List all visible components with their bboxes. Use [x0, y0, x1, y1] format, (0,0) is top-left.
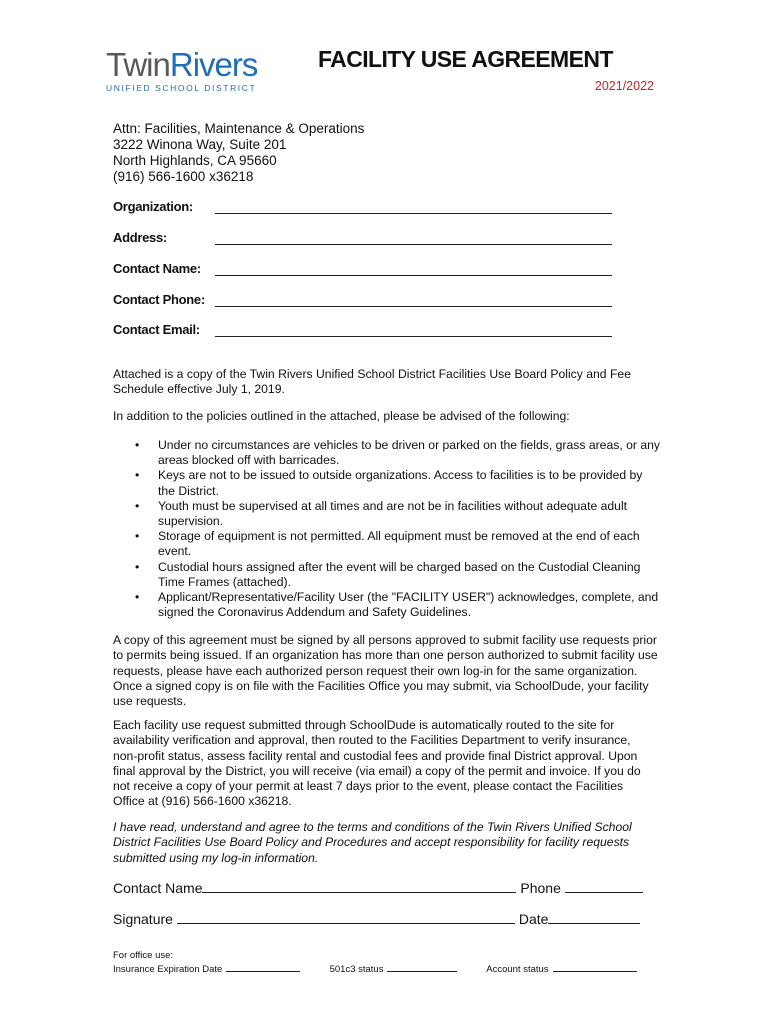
insurance-expiration-label: Insurance Expiration Date: [113, 964, 223, 975]
logo-subtitle: UNIFIED SCHOOL DISTRICT: [106, 83, 257, 93]
contact-phone-field[interactable]: [215, 306, 612, 307]
logo-wordmark: [106, 48, 276, 82]
organization-label: Organization:: [113, 199, 193, 214]
signed-copy-paragraph: A copy of this agreement must be signed by all persons approved to submit facility use requests prior to permits being issued. If an organization has more than one person authorized to submit facility use requests, please have each authorized person request their own log-in for the same organization. Once a signed copy is on file with the Facilities Office you may submit, via SchoolDude, your facility use requests.: [113, 633, 658, 709]
date-field[interactable]: [548, 909, 640, 924]
list-item: • Under no circumstances are vehicles to be driven or parked on the fields, grass areas, or any areas blocked off with barricades.: [135, 438, 660, 468]
address-label: Address:: [113, 230, 167, 245]
attached-policy-paragraph: Attached is a copy of the Twin Rivers Unified School District Facilities Use Board Policy and Fee Schedule effective July 1, 2019.: [113, 367, 631, 397]
address-field[interactable]: [215, 244, 612, 245]
contact-name-label: Contact Name:: [113, 261, 201, 276]
bullet-icon: •: [135, 468, 140, 483]
street-address: 3222 Winona Way, Suite 201: [113, 137, 287, 152]
status-501c3-label: 501c3 status: [329, 964, 384, 975]
list-item: • Custodial hours assigned after the event will be charged based on the Custodial Cleaning Time Frames (attached).: [135, 559, 641, 589]
phone-label: Phone: [520, 880, 561, 896]
bullet-icon: •: [135, 438, 140, 452]
addition-paragraph: In addition to the policies outlined in the attached, please be advised of the following:: [113, 409, 570, 423]
logo-rivers: Rivers: [169, 46, 258, 83]
logo-twin: Twin: [106, 46, 170, 83]
phone-field[interactable]: [565, 878, 643, 893]
account-status-label: Account status: [486, 964, 549, 975]
agreement-statement: I have read, understand and agree to the terms and conditions of the Twin Rivers Unified School District Facilities Use Board Policy and Procedures and accept responsibility for facility requests submitted using my log-in information.: [113, 820, 632, 865]
document-title: FACILITY USE AGREEMENT: [318, 46, 613, 72]
status-501c3-field[interactable]: [387, 962, 457, 972]
bullet-icon: •: [135, 559, 140, 574]
office-use-heading: For office use:: [113, 950, 174, 961]
school-year: 2021/2022: [594, 79, 654, 93]
policy-bullet-list: [113, 438, 661, 620]
date-label: Date: [518, 911, 549, 927]
list-item: • Applicant/Representative/Facility User (the "FACILITY USER") acknowledges, complete, and signed the Coronavirus Addendum and Safety Guidelines.: [135, 590, 659, 620]
signature-label: Signature: [113, 911, 173, 927]
list-item: • Storage of equipment is not permitted. All equipment must be removed at the end of each event.: [135, 529, 640, 559]
contact-name-field[interactable]: [215, 275, 612, 276]
city-state-zip: North Highlands, CA 95660: [113, 153, 277, 168]
contact-phone-label: Contact Phone:: [113, 292, 205, 307]
attn-address-block: [113, 121, 364, 185]
contact-email-field[interactable]: [215, 336, 612, 337]
signature-field[interactable]: [177, 909, 515, 924]
list-item: • Youth must be supervised at all times and are not be in facilities without adequate adult supervision.: [135, 498, 628, 529]
contact-email-label: Contact Email:: [113, 322, 200, 337]
phone-number: (916) 566-1600 x36218: [113, 169, 254, 184]
district-logo: [106, 48, 276, 96]
bullet-icon: •: [135, 590, 140, 605]
contact-name-sig-field[interactable]: [202, 878, 516, 893]
office-use-row: [113, 962, 637, 975]
routing-paragraph: Each facility use request submitted through SchoolDude is automatically routed to the site for availability verification and approval, then routed to the Facilities Department to verify insurance, non-profit status, assess facility rental and custodial fees and provide final District approval. Upon final approval by the District, you will receive (via email) a copy of the permit and invoice. If you do not receive a copy of your permit at least 7 days prior to the event, please contact the Facilities Office at (916) 566-1600 x36218.: [113, 718, 641, 809]
contact-name-signature-row: [113, 878, 643, 896]
signature-row: [113, 909, 640, 927]
insurance-expiration-field[interactable]: [226, 962, 300, 972]
list-item: • Keys are not to be issued to outside organizations. Access to facilities is to be provided by the District.: [135, 468, 643, 498]
bullet-icon: •: [135, 529, 140, 544]
attn-line: Attn: Facilities, Maintenance & Operations: [113, 121, 365, 136]
bullet-icon: •: [135, 498, 140, 513]
account-status-field[interactable]: [553, 962, 637, 972]
contact-name-sig-label: Contact Name: [113, 880, 203, 896]
organization-field[interactable]: [215, 213, 612, 214]
